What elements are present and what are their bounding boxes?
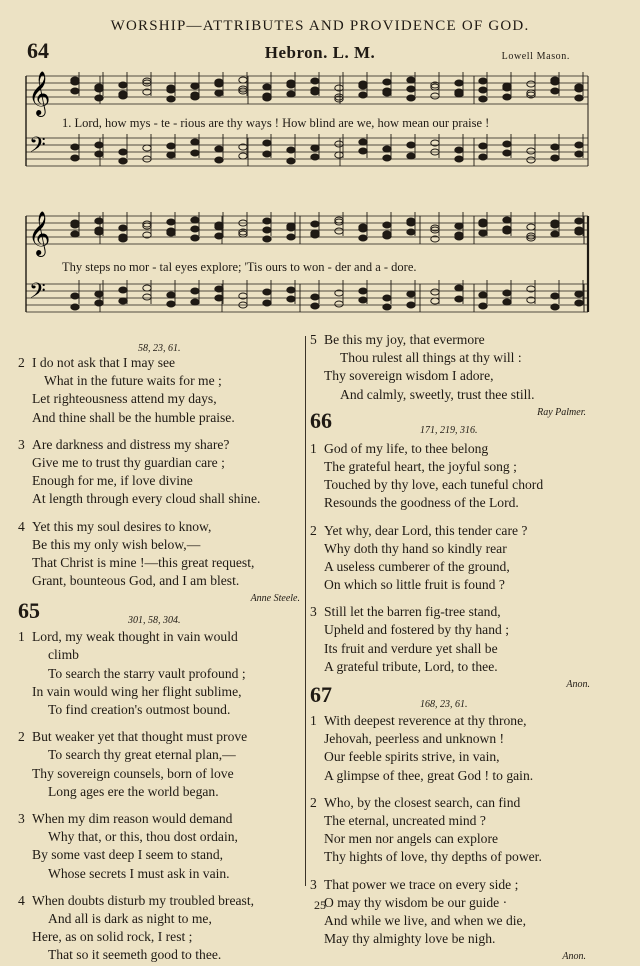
verse-line: 2 But weaker yet that thought must prove <box>18 728 308 746</box>
verse-number: 1 <box>18 629 25 645</box>
note-head <box>359 139 367 145</box>
note-head <box>287 234 295 240</box>
meter-note: 58, 23, 61. <box>138 343 181 354</box>
verse-line: O may thy wisdom be our guide · <box>324 894 508 910</box>
verse-number: 3 <box>310 876 317 892</box>
note-head <box>407 291 415 297</box>
verse-number: 4 <box>18 892 25 908</box>
note-head <box>383 79 391 85</box>
verse-line: 2 I do not ask that I may see <box>18 354 308 372</box>
note-head <box>407 86 415 92</box>
verse-line: Be this my only wish below,— <box>32 536 201 552</box>
verse-line: The grateful heart, the joyful song ; <box>324 458 517 474</box>
note-head <box>407 153 415 159</box>
note-head <box>287 82 295 88</box>
verse-line: In vain would wing her flight sublime, <box>32 683 242 699</box>
verse-line: By some vast deep I seem to stand, <box>32 847 224 863</box>
verse-line: Let righteousness attend my days, <box>32 391 217 407</box>
verse-line: Nor men nor angels can explore <box>324 831 499 847</box>
verse-line: 1 With deepest reverence at thy throne, <box>310 712 620 730</box>
note-head <box>407 142 415 148</box>
note-head <box>503 228 511 234</box>
note-head <box>479 96 487 102</box>
note-head <box>431 289 439 295</box>
note-head <box>479 230 487 236</box>
verse-number: 3 <box>18 810 25 826</box>
verse-line: Why doth thy hand so kindly rear <box>324 540 507 556</box>
verse-line: 1 Lord, my weak thought in vain would <box>18 628 308 646</box>
author-credit: Anon. <box>562 951 586 963</box>
note-head <box>287 296 295 302</box>
verse-line: To search thy great eternal plan,— <box>48 747 236 763</box>
note-head <box>95 218 103 224</box>
verse-line: May thy almighty love be nigh. <box>324 931 496 947</box>
note-head <box>167 219 175 225</box>
music-score <box>0 0 640 330</box>
note-head <box>455 91 463 97</box>
verse-line: 3 When my dim reason would demand <box>18 810 308 828</box>
note-head <box>407 302 415 308</box>
note-head <box>311 221 319 227</box>
note-head <box>311 78 319 84</box>
note-head <box>431 298 439 304</box>
verse-line: Thou rulest all things at thy will : <box>340 350 522 366</box>
note-head <box>527 224 535 230</box>
note-head <box>311 145 319 151</box>
note-head <box>119 93 127 99</box>
note-head <box>527 157 535 163</box>
note-head <box>215 146 223 152</box>
note-head <box>407 229 415 235</box>
verse-line: Here, as on solid rock, I rest ; <box>32 929 193 945</box>
verse-line: What in the future waits for me ; <box>44 373 222 389</box>
note-head <box>143 145 151 151</box>
verse-line: A useless cumberer of the ground, <box>324 558 510 574</box>
verse-line: 4 Yet this my soul desires to know, <box>18 518 308 536</box>
note-head <box>503 94 511 100</box>
verse-line: climb <box>48 647 79 663</box>
note-head <box>359 92 367 98</box>
note-head <box>455 285 463 291</box>
note-head <box>335 152 343 158</box>
verse-line: 1 God of my life, to thee belong <box>310 440 620 458</box>
right-column <box>310 331 620 963</box>
note-head <box>383 295 391 301</box>
hymn-number: 67 <box>310 682 332 707</box>
note-head <box>167 152 175 158</box>
note-head <box>503 141 511 147</box>
verse-number: 2 <box>310 794 317 810</box>
note-head <box>551 293 559 299</box>
page-header: WORSHIP—ATTRIBUTES AND PROVIDENCE OF GOD. <box>110 18 530 34</box>
verse-line: 3 Are darkness and distress my share? <box>18 436 308 454</box>
note-head <box>479 154 487 160</box>
verse-line: Grant, bounteous God, and I am blest. <box>32 573 240 589</box>
verse-line: The eternal, uncreated mind ? <box>324 812 486 828</box>
verse-number: 3 <box>18 436 25 452</box>
note-head <box>95 291 103 297</box>
note-head <box>527 148 535 154</box>
note-head <box>239 77 247 83</box>
note-head <box>503 217 511 223</box>
verse-line: And while we live, and when we die, <box>324 912 526 928</box>
note-head <box>119 149 127 155</box>
note-head <box>527 81 535 87</box>
note-head <box>359 226 367 232</box>
note-head <box>503 85 511 91</box>
note-head <box>455 234 463 240</box>
author-credit: Anne Steele. <box>250 593 300 605</box>
hymn-number: 65 <box>18 598 40 624</box>
note-head <box>215 286 223 292</box>
note-head <box>95 229 103 235</box>
note-head <box>191 139 199 145</box>
verse-line: To find creation's outmost bound. <box>48 702 231 717</box>
verse-line: 3 Still let the barren fig-tree stand, <box>310 603 620 621</box>
note-head <box>287 225 295 231</box>
verse-line: Long ages ere the world began. <box>48 783 219 799</box>
verse-line: On which so little fruit is found ? <box>324 577 505 593</box>
note-head <box>263 95 271 101</box>
note-head <box>215 90 223 96</box>
note-head <box>335 228 343 234</box>
note-head <box>335 301 343 307</box>
note-head <box>575 229 583 235</box>
verse-line: Resounds the goodness of the Lord. <box>324 495 519 511</box>
note-head <box>359 297 367 303</box>
verse-line: That Christ is mine !—this great request, <box>32 554 255 570</box>
note-head <box>119 298 127 304</box>
note-head <box>575 300 583 306</box>
verse-number: 1 <box>310 713 317 728</box>
note-head <box>575 142 583 148</box>
author-credit: Ray Palmer. <box>537 406 586 418</box>
treble-clef-icon: 𝄞 <box>28 211 51 255</box>
note-head <box>263 218 271 224</box>
verse-line: Upheld and fostered by thy hand ; <box>324 622 509 638</box>
note-head <box>383 304 391 310</box>
note-head <box>287 91 295 97</box>
note-head <box>71 79 79 85</box>
note-head <box>191 217 199 223</box>
note-head <box>479 221 487 227</box>
hymn-number: 64 <box>27 38 49 63</box>
author-credit: Anon. <box>566 679 590 690</box>
verse-line: Touched by thy love, each tuneful chord <box>324 477 544 493</box>
note-head <box>503 290 511 296</box>
note-head <box>215 157 223 163</box>
note-head <box>71 293 79 299</box>
note-head <box>119 82 127 88</box>
verse-number: 4 <box>18 518 25 534</box>
note-head <box>551 304 559 310</box>
note-head <box>287 287 295 293</box>
note-head <box>407 220 415 226</box>
note-head <box>167 143 175 149</box>
note-head <box>479 78 487 84</box>
hymn-number: 66 <box>310 407 332 433</box>
treble-clef-icon: 𝄞 <box>28 71 51 115</box>
note-head <box>503 299 511 305</box>
verse-line: A grateful tribute, Lord, to thee. <box>324 658 498 674</box>
verse-line: Thy sovereign counsels, born of love <box>32 765 234 781</box>
note-head <box>359 288 367 294</box>
note-head <box>479 292 487 298</box>
meter-note: 171, 219, 316. <box>420 424 478 436</box>
note-head <box>263 289 271 295</box>
note-head <box>215 224 223 230</box>
note-head <box>575 218 583 224</box>
verse-number: 2 <box>18 729 25 745</box>
page-number: 25 <box>314 898 326 912</box>
note-head <box>383 146 391 152</box>
note-head <box>455 223 463 229</box>
note-head <box>239 153 247 159</box>
verse-line: Its fruit and verdure yet shall be <box>324 640 498 656</box>
verse-number: 2 <box>18 355 25 370</box>
verse-number: 3 <box>310 604 317 620</box>
note-head <box>191 83 199 89</box>
note-head <box>191 235 199 241</box>
verse-number: 5 <box>310 332 317 347</box>
note-head <box>119 236 127 242</box>
note-head <box>551 79 559 85</box>
note-head <box>287 147 295 153</box>
note-head <box>263 151 271 157</box>
note-head <box>119 225 127 231</box>
note-head <box>191 299 199 305</box>
note-head <box>143 285 151 291</box>
note-head <box>455 80 463 86</box>
note-head <box>455 296 463 302</box>
note-head <box>215 81 223 87</box>
note-head <box>407 95 415 101</box>
note-head <box>95 86 103 92</box>
verse-line: That so it seemeth good to thee. <box>48 947 222 963</box>
left-column <box>18 340 308 964</box>
note-head <box>455 156 463 162</box>
note-head <box>263 300 271 306</box>
verse-line: Why that, or this, thou dost ordain, <box>48 829 238 845</box>
note-head <box>335 141 343 147</box>
note-head <box>503 150 511 156</box>
note-head <box>119 287 127 293</box>
note-head <box>311 154 319 160</box>
music-lyric-line: 1. Lord, how mys - te - rious are thy ways ! How blind are we, how mean our praise ! <box>62 116 490 130</box>
note-head <box>167 87 175 93</box>
verse-line: Give me to trust thy guardian care ; <box>32 454 225 470</box>
verse-line: Our feeble spirits strive, in vain, <box>324 749 500 765</box>
note-head <box>191 150 199 156</box>
note-head <box>431 93 439 99</box>
verse-line: Whose secrets I must ask in vain. <box>48 865 230 881</box>
music-lyric-line: Thy steps no mor - tal eyes explore; 'Tis ours to won - der and a - dore. <box>62 260 417 274</box>
verse-line: At length through every cloud shall shine. <box>32 491 261 507</box>
note-head <box>119 158 127 164</box>
note-head <box>551 155 559 161</box>
note-head <box>263 227 271 233</box>
note-head <box>167 96 175 102</box>
verse-line: Enough for me, if love divine <box>32 473 193 489</box>
note-head <box>287 158 295 164</box>
meter-note: 301, 58, 304. <box>128 615 181 627</box>
note-head <box>263 140 271 146</box>
note-head <box>575 95 583 101</box>
note-head <box>95 142 103 148</box>
note-head <box>575 291 583 297</box>
note-head <box>575 151 583 157</box>
note-head <box>95 300 103 306</box>
note-head <box>359 148 367 154</box>
note-head <box>311 303 319 309</box>
note-head <box>383 90 391 96</box>
note-head <box>191 288 199 294</box>
note-head <box>167 292 175 298</box>
note-head <box>479 303 487 309</box>
note-head <box>551 144 559 150</box>
note-head <box>383 155 391 161</box>
note-head <box>95 151 103 157</box>
note-head <box>479 87 487 93</box>
note-head <box>311 232 319 238</box>
note-head <box>455 147 463 153</box>
note-head <box>575 86 583 92</box>
note-head <box>311 294 319 300</box>
note-head <box>263 236 271 242</box>
verse-line: 5 Be this my joy, that evermore <box>310 331 620 349</box>
note-head <box>71 231 79 237</box>
note-head <box>551 88 559 94</box>
verse-line: 3 That power we trace on every side ; <box>310 876 620 894</box>
note-head <box>71 144 79 150</box>
note-head <box>71 88 79 94</box>
note-head <box>359 235 367 241</box>
note-head <box>383 233 391 239</box>
verse-line: Jehovah, peerless and unknown ! <box>324 731 505 747</box>
composer-credit: Lowell Mason. <box>501 51 570 62</box>
note-head <box>383 222 391 228</box>
verse-line: And calmly, sweetly, trust thee still. <box>340 386 535 402</box>
verse-line: A glimpse of thee, great God ! to gain. <box>324 767 534 783</box>
note-head <box>407 77 415 83</box>
verse-line: 2 Yet why, dear Lord, this tender care ? <box>310 522 620 540</box>
verse-line: Thy sovereign wisdom I adore, <box>324 368 494 384</box>
verse-number: 2 <box>310 522 317 538</box>
verse-line: And all is dark as night to me, <box>48 910 212 926</box>
note-head <box>71 155 79 161</box>
bass-clef-icon: 𝄢 <box>29 133 46 163</box>
note-head <box>167 301 175 307</box>
verse-line: And thine shall be the humble praise. <box>32 409 235 425</box>
note-head <box>551 222 559 228</box>
verse-line: 2 Who, by the closest search, can find <box>310 794 620 812</box>
note-head <box>359 83 367 89</box>
note-head <box>551 231 559 237</box>
bass-clef-icon: 𝄢 <box>29 279 46 309</box>
note-head <box>311 89 319 95</box>
note-head <box>191 94 199 100</box>
note-head <box>143 294 151 300</box>
hymn-title: Hebron. L. M. <box>264 43 376 62</box>
verse-line: Thy hights of love, thy depths of power. <box>324 849 542 865</box>
verse-line: To search the starry vault profound ; <box>48 665 246 681</box>
verse-line: 4 When doubts disturb my troubled breast, <box>18 892 308 910</box>
note-head <box>71 304 79 310</box>
note-head <box>263 84 271 90</box>
note-head <box>71 222 79 228</box>
note-head <box>95 95 103 101</box>
note-head <box>191 226 199 232</box>
meter-note: 168, 23, 61. <box>420 699 468 710</box>
note-head <box>479 143 487 149</box>
verse-number: 1 <box>310 440 317 456</box>
column-divider <box>305 336 306 886</box>
note-head <box>167 230 175 236</box>
note-head <box>215 295 223 301</box>
note-head <box>215 233 223 239</box>
